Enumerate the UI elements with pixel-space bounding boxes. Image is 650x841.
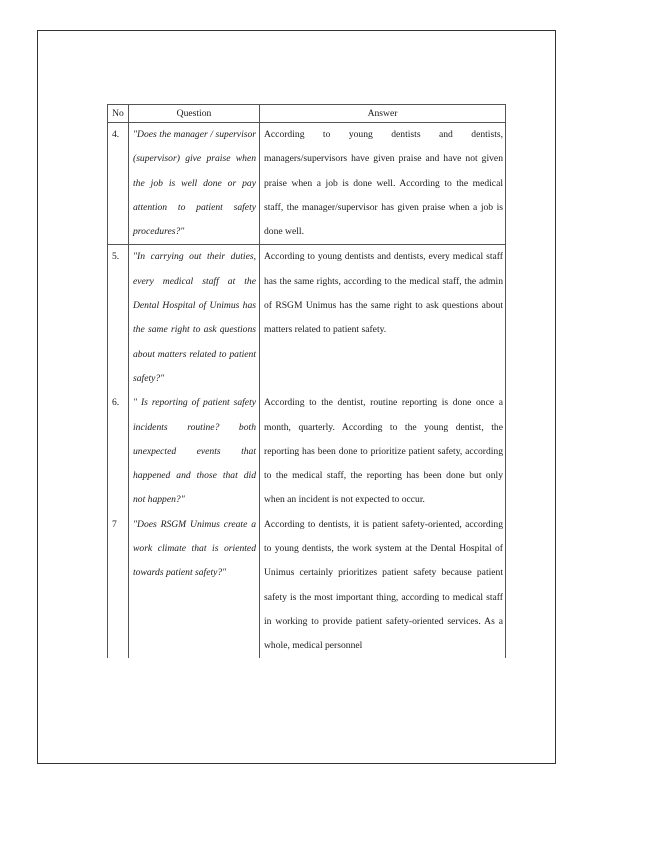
row-answer xyxy=(260,513,506,658)
row-number: 6. xyxy=(108,391,129,512)
row-question: "In carrying out their duties, every medical staff at the Dental Hospital of Unimus has the same right to ask questions about matters related to patient safety?" xyxy=(129,245,260,391)
row-question: "Does RSGM Unimus create a work climate that is oriented towards patient safety?" xyxy=(129,513,260,658)
row-question: " Is reporting of patient safety incidents routine? both unexpected events that happened and those that did not happen?" xyxy=(129,391,260,512)
table-row xyxy=(108,123,506,245)
header-answer: Answer xyxy=(260,105,506,123)
row-number: 5. xyxy=(108,245,129,391)
row-number: 7 xyxy=(108,513,129,658)
qa-table xyxy=(107,104,506,658)
row-answer-text: According to dentists, it is patient safety-oriented, according to young dentists, the work system at the Dental Hospital of Unimus certainly prioritizes patient safety because patient safety is the most important thing, according to medical staff in working to provide patient safety-oriented services. As a whole, medical personnel xyxy=(264,518,503,652)
header-question: Question xyxy=(129,105,260,123)
row-number: 4. xyxy=(108,123,129,245)
header-no: No xyxy=(108,105,129,123)
row-answer: According to young dentists and dentists, every medical staff has the same rights, according to the medical staff, the admin of RSGM Unimus has the same right to ask questions about matters related to patient safety. xyxy=(260,245,506,391)
table-header-row xyxy=(108,105,506,123)
row-answer: According to young dentists and dentists, managers/supervisors have given praise and have not given praise when a job is done well. According to the medical staff, the manager/supervisor has given praise when a job is done well. xyxy=(260,123,506,245)
table-row xyxy=(108,513,506,658)
table-row xyxy=(108,391,506,512)
row-question: "Does the manager / supervisor (supervisor) give praise when the job is well done or pay attention to patient safety procedures?" xyxy=(129,123,260,245)
row-answer: According to the dentist, routine reporting is done once a month, quarterly. According to the young dentist, the reporting has been done to prioritize patient safety, according to the medical staff, the reporting has been done but only when an incident is not expected to occur. xyxy=(260,391,506,512)
table-row xyxy=(108,245,506,391)
